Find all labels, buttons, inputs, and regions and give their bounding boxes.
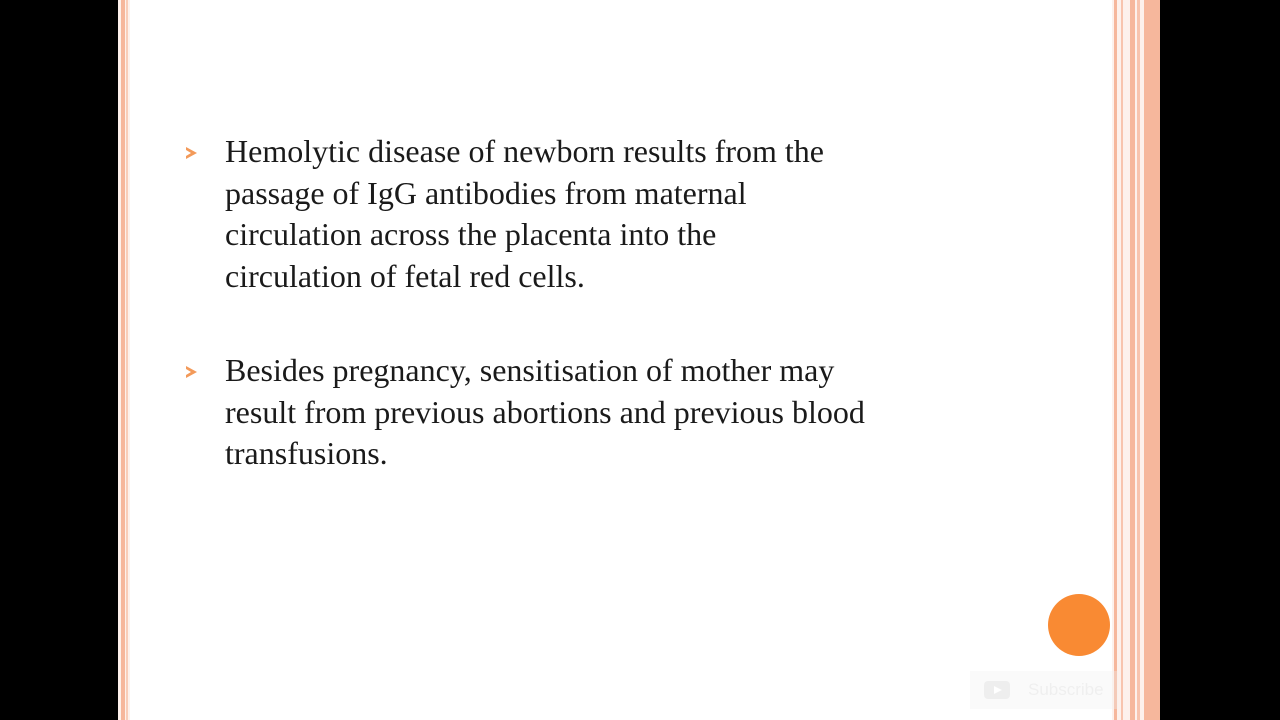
- bullet-list: [182, 131, 1042, 528]
- presentation-slide: [118, 0, 1160, 720]
- right-border-stripe: [1121, 0, 1123, 720]
- bullet-item: [182, 350, 1042, 475]
- bullet-line: Besides pregnancy, sensitisation of mother may: [225, 352, 835, 388]
- subscribe-label: Subscribe: [1028, 680, 1104, 699]
- right-border-stripe: [1144, 0, 1160, 720]
- slide-content-area: [130, 0, 1112, 720]
- bullet-line: transfusions.: [225, 435, 388, 471]
- subscribe-watermark-button[interactable]: [970, 671, 1118, 709]
- bullet-item: [182, 131, 1042, 297]
- youtube-play-icon: [984, 681, 1010, 699]
- bullet-line: passage of IgG antibodies from maternal: [225, 174, 747, 211]
- bullet-line: Hemolytic disease of newborn results from the: [225, 133, 824, 169]
- left-border-stripe: [121, 0, 125, 720]
- arrow-bullet-icon: [186, 366, 197, 378]
- arrow-bullet-icon: [186, 147, 197, 159]
- bullet-line: result from previous abortions and previous blood: [225, 393, 865, 430]
- right-border-stripe: [1130, 0, 1135, 720]
- left-border-stripe-inner: [126, 0, 128, 720]
- orange-circle-decoration: [1048, 594, 1110, 656]
- bullet-line: circulation of fetal red cells.: [225, 257, 585, 294]
- right-border-stripe: [1137, 0, 1140, 720]
- bullet-line: circulation across the placenta into the: [225, 216, 717, 252]
- right-border-stripe: [1114, 0, 1117, 720]
